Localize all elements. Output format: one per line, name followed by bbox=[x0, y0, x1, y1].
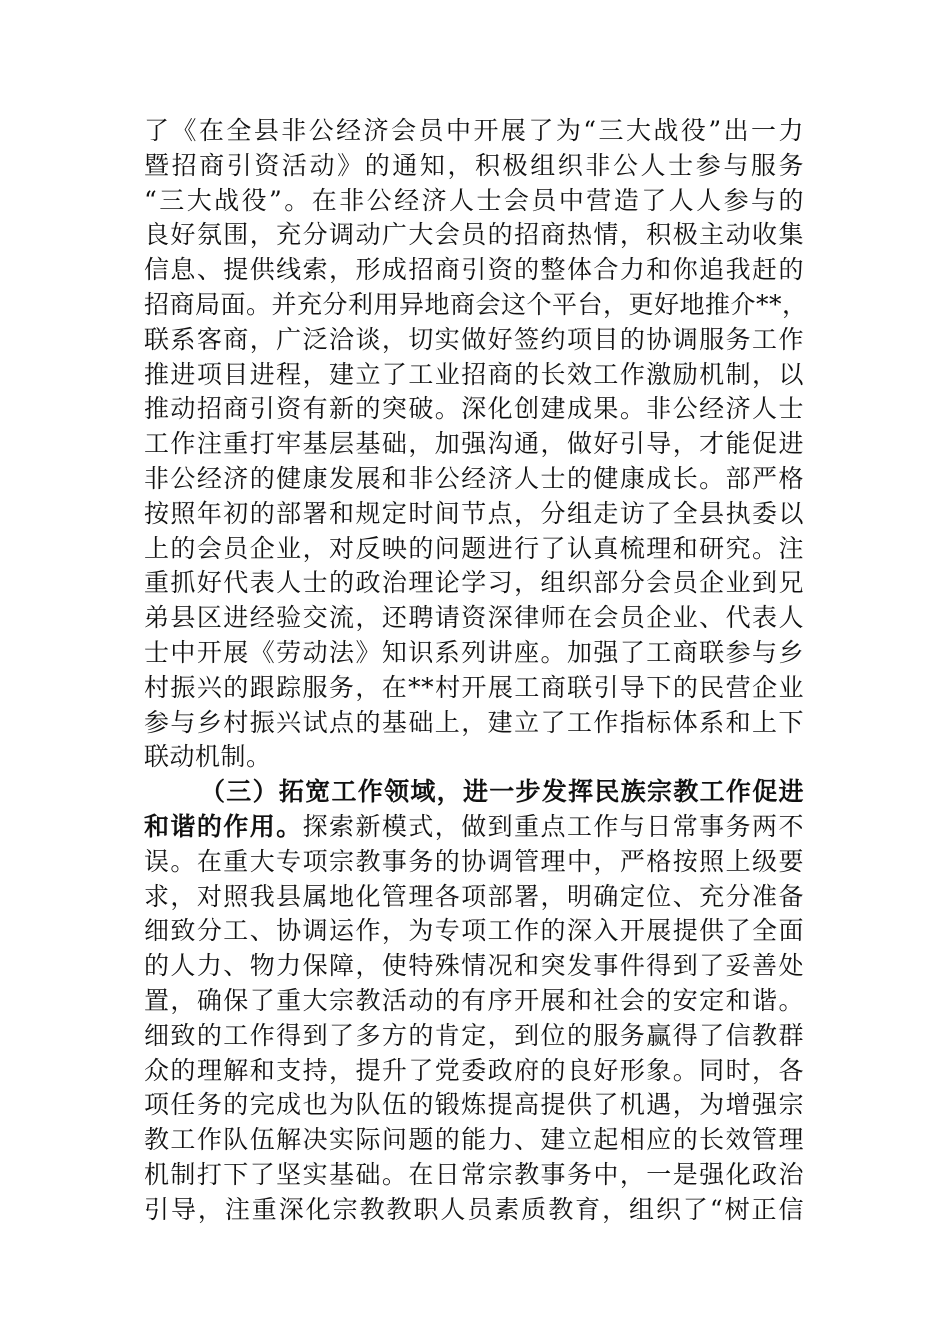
text-line: 教工作队伍解决实际问题的能力、建立起相应的长效管理 bbox=[144, 1125, 804, 1155]
text-line: 弟县区进经验交流，还聘请资深律师在会员企业、代表人 bbox=[144, 603, 804, 633]
text-line: 引导，注重深化宗教教职人员素质教育，组织了“树正信 bbox=[144, 1194, 804, 1224]
text-line: 士中开展《劳动法》知识系列讲座。加强了工商联参与乡 bbox=[144, 637, 804, 667]
text-line: 工作注重打牢基层基础，加强沟通，做好引导，才能促进 bbox=[144, 429, 804, 459]
text-line: 暨招商引资活动》的通知，积极组织非公人士参与服务 bbox=[144, 150, 804, 180]
text-line: 细致的工作得到了多方的肯定，到位的服务赢得了信教群 bbox=[144, 1020, 804, 1050]
section-heading-continued bbox=[144, 810, 804, 845]
text-line: 联动机制。 bbox=[144, 742, 272, 772]
text-line: 求，对照我县属地化管理各项部署，明确定位、充分准备 bbox=[144, 881, 804, 911]
text-line: 按照年初的部署和规定时间节点，分组走访了全县执委以 bbox=[144, 498, 804, 528]
heading-line-rest: 探索新模式，做到重点工作与日常事务两不 bbox=[302, 811, 804, 841]
text-line: 良好氛围，充分调动广大会员的招商热情，积极主动收集 bbox=[144, 220, 804, 250]
text-line: 细致分工、协调运作，为专项工作的深入开展提供了全面 bbox=[144, 916, 804, 946]
text-line: 信息、提供线索，形成招商引资的整体合力和你追我赶的 bbox=[144, 255, 804, 285]
document-body bbox=[144, 114, 808, 1228]
text-line: 上的会员企业，对反映的问题进行了认真梳理和研究。注 bbox=[144, 533, 804, 563]
text-line: 误。在重大专项宗教事务的协调管理中，严格按照上级要 bbox=[144, 846, 804, 876]
section-heading-end: 和谐的作用。 bbox=[144, 811, 303, 841]
text-line: 推进项目进程，建立了工业招商的长效工作激励机制，以 bbox=[144, 359, 804, 389]
text-line: 众的理解和支持，提升了党委政府的良好形象。同时，各 bbox=[144, 1055, 804, 1085]
text-line: 联系客商，广泛洽谈，切实做好签约项目的协调服务工作 bbox=[144, 324, 804, 354]
text-line: 招商局面。并充分利用异地商会这个平台，更好地推介**， bbox=[144, 289, 808, 319]
section-heading: （三）拓宽工作领域，进一步发挥民族宗教工作促进 bbox=[200, 777, 804, 807]
text-line: “三大战役”。在非公经济人士会员中营造了人人参与的 bbox=[144, 185, 804, 215]
text-line: 机制打下了坚实基础。在日常宗教事务中，一是强化政治 bbox=[144, 1159, 804, 1189]
text-line: 置，确保了重大宗教活动的有序开展和社会的安定和谐。 bbox=[144, 985, 804, 1015]
text-line: 推动招商引资有新的突破。深化创建成果。非公经济人士 bbox=[144, 394, 804, 424]
text-line: 非公经济的健康发展和非公经济人士的健康成长。部严格 bbox=[144, 463, 804, 493]
text-line: 重抓好代表人士的政治理论学习，组织部分会员企业到兄 bbox=[144, 568, 804, 598]
text-line: 村振兴的跟踪服务，在**村开展工商联引导下的民营企业 bbox=[144, 672, 804, 702]
text-line: 参与乡村振兴试点的基础上，建立了工作指标体系和上下 bbox=[144, 707, 804, 737]
text-line: 项任务的完成也为队伍的锻炼提高提供了机遇，为增强宗 bbox=[144, 1090, 804, 1120]
text-line: 的人力、物力保障，使特殊情况和突发事件得到了妥善处 bbox=[144, 951, 804, 981]
text-line: 了《在全县非公经济会员中开展了为“三大战役”出一力 bbox=[144, 116, 804, 145]
